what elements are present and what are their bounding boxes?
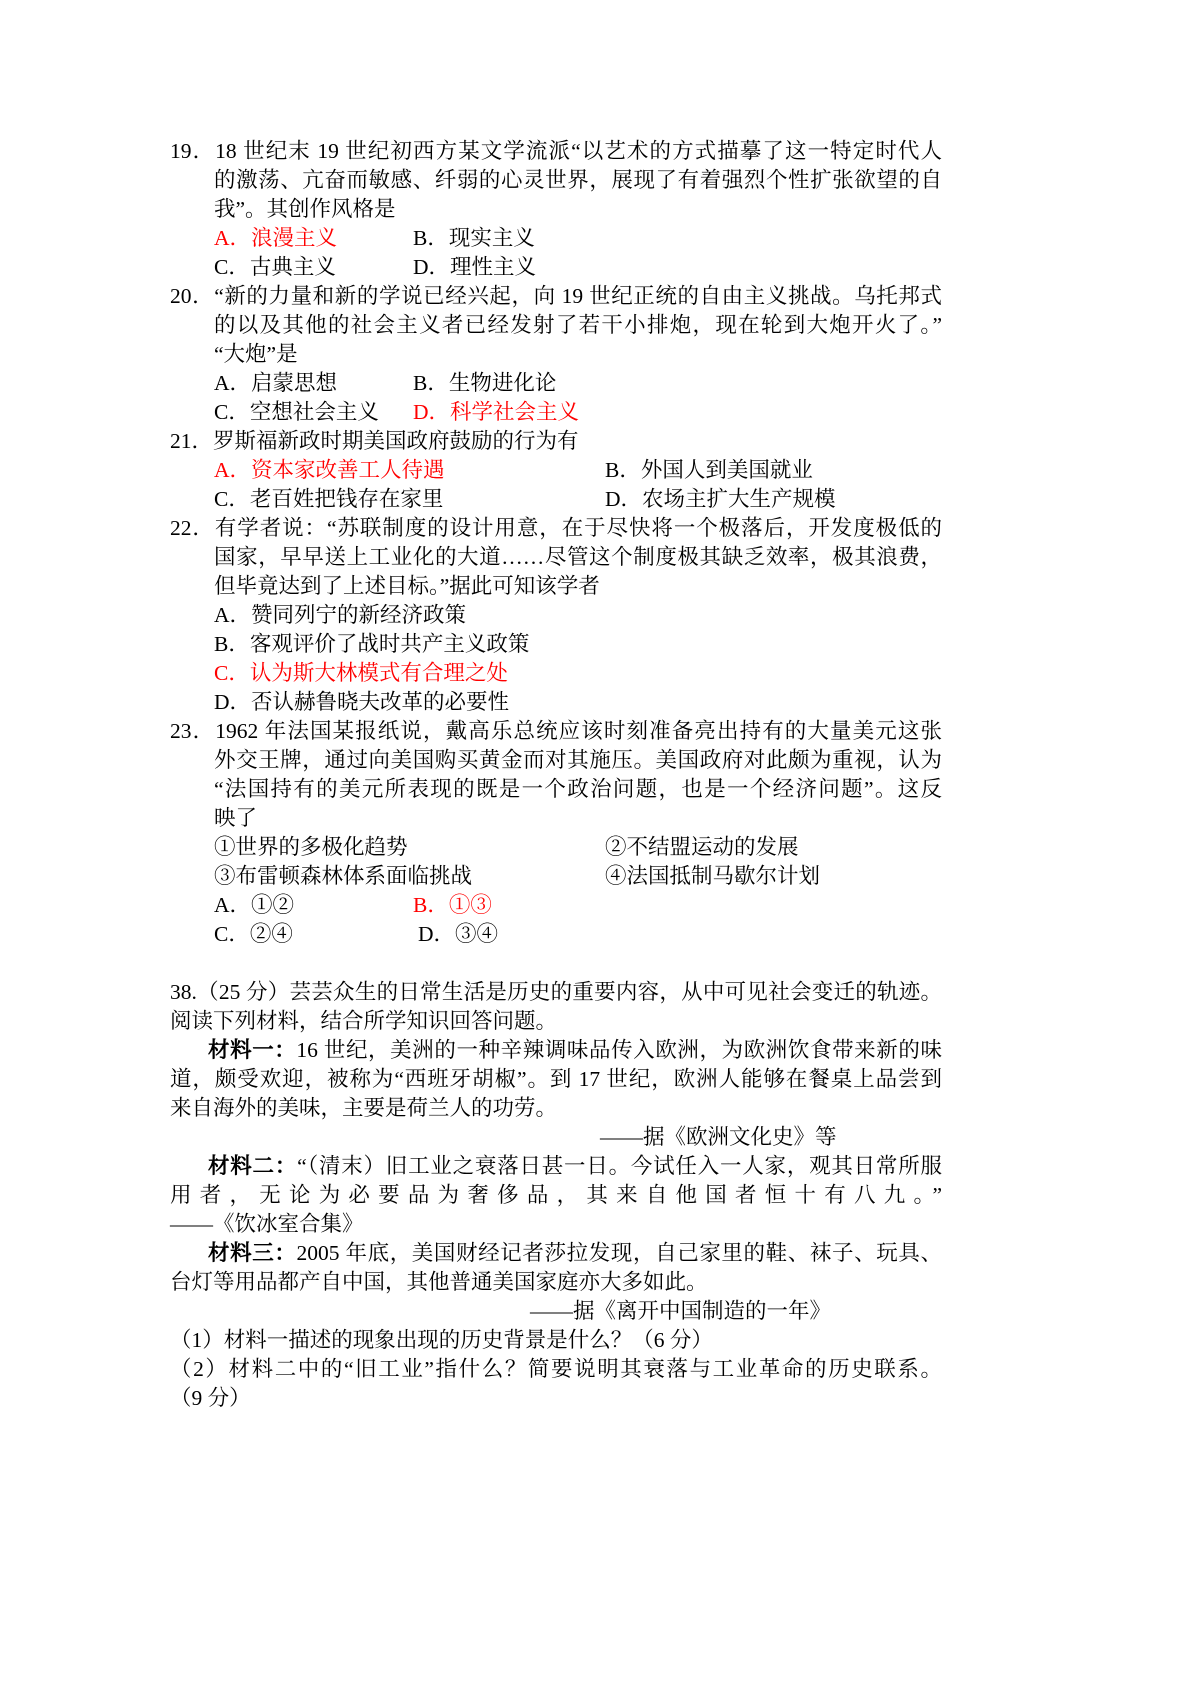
option-c: C．②④ (214, 922, 293, 946)
question-23-line-4: 映了 (214, 806, 258, 830)
question-19-line-1 (170, 137, 942, 166)
question-23-line-3: “法国持有的美元所表现的既是一个政治问题，也是一个经济问题”。这反 (214, 777, 942, 801)
sub-question-2-line-2: （9 分） (170, 1386, 251, 1410)
question-number: 23． (170, 719, 216, 743)
option-row (170, 891, 942, 920)
sub-question-1: （1）材料一描述的现象出现的历史背景是什么？（6 分） (170, 1328, 713, 1352)
option-row (170, 456, 942, 485)
option-b: B．生物进化论 (413, 371, 557, 395)
question-23 (170, 717, 942, 949)
question-20-line-2: 的以及其他的社会主义者已经发射了若干小排炮，现在轮到大炮开火了。” (214, 313, 942, 337)
option-row (170, 369, 942, 398)
option-a-answer: A．资本家改善工人待遇 (214, 458, 445, 482)
question-21 (170, 427, 942, 514)
question-22-line-3: 但毕竟达到了上述目标。”据此可知该学者 (214, 574, 600, 598)
material-text: 16 世纪，美洲的一种辛辣调味品传入欧洲，为欧洲饮食带来新的味 (296, 1038, 942, 1062)
option-b: B．客观评价了战时共产主义政策 (214, 632, 530, 656)
material-1-line-1 (170, 1036, 942, 1065)
option-d: D．③④ (418, 922, 499, 946)
option-d: D．农场主扩大生产规模 (605, 487, 836, 511)
option-row (170, 224, 942, 253)
option-a: A．①② (214, 893, 295, 917)
option-a-answer: A．浪漫主义 (214, 226, 338, 250)
material-text: “（清末）旧工业之衰落日甚一日。今试任入一人家，观其日常所服 (297, 1154, 942, 1178)
statement-4: ④法国抵制马歇尔计划 (605, 864, 821, 888)
option-c-answer: C．认为斯大林模式有合理之处 (214, 661, 508, 685)
question-number: 21． (170, 429, 214, 453)
material-2-source: ——《饮冰室合集》 (170, 1212, 364, 1236)
question-20 (170, 282, 942, 427)
question-22-line-2: 国家，早早送上工业化的大道……尽管这个制度极其缺乏效率，极其浪费， (214, 545, 942, 569)
statement-3: ③布雷顿森林体系面临挑战 (214, 864, 473, 888)
option-d-answer: D．科学社会主义 (413, 400, 580, 424)
question-22 (170, 514, 942, 717)
stem-text: “新的力量和新的学说已经兴起，向 19 世纪正统的自由主义挑战。乌托邦式 (214, 284, 942, 308)
option-a: A．启蒙思想 (214, 371, 338, 395)
question-number: 38. (170, 980, 197, 1004)
stem-text: 芸芸众生的日常生活是历史的重要内容，从中可见社会变迁的轨迹。 (289, 980, 942, 1004)
material-3-label: 材料三： (208, 1241, 297, 1265)
material-1-line-3: 来自海外的美味，主要是荷兰人的功劳。 (170, 1096, 558, 1120)
stem-text: 罗斯福新政时期美国政府鼓励的行为有 (213, 429, 579, 453)
option-row (170, 485, 942, 514)
question-20-line-1 (170, 282, 942, 311)
question-number: 20． (170, 284, 215, 308)
material-2-line-1 (170, 1152, 942, 1181)
option-b: B．外国人到美国就业 (605, 458, 813, 482)
option-row (170, 920, 942, 949)
question-38-line-1 (170, 978, 942, 1007)
material-2-label: 材料二： (208, 1154, 298, 1178)
question-38 (170, 978, 942, 1413)
material-3-source: ——据《离开中国制造的一年》 (530, 1299, 832, 1323)
option-c: C．空想社会主义 (214, 400, 379, 424)
statement-2: ②不结盟运动的发展 (605, 835, 799, 859)
material-1-source: ——据《欧洲文化史》等 (600, 1125, 837, 1149)
option-d: D．否认赫鲁晓夫改革的必要性 (214, 690, 510, 714)
material-2-line-2: 用者，无论为必要品为奢侈品，其来自他国者恒十有八九。” (170, 1183, 942, 1207)
question-19-line-2: 的激荡、亢奋而敏感、纤弱的心灵世界，展现了有着强烈个性扩张欲望的自 (214, 168, 942, 192)
material-1-line-2: 道，颇受欢迎，被称为“西班牙胡椒”。到 17 世纪，欧洲人能够在餐桌上品尝到 (170, 1067, 942, 1091)
option-b-answer: B．①③ (413, 893, 492, 917)
question-20-line-3: “大炮”是 (214, 342, 298, 366)
material-1-label: 材料一： (208, 1038, 297, 1062)
material-text: 2005 年底，美国财经记者莎拉发现，自己家里的鞋、袜子、玩具、 (296, 1241, 942, 1265)
material-3-line-2: 台灯等用品都产自中国，其他普通美国家庭亦大多如此。 (170, 1270, 708, 1294)
option-row (170, 398, 942, 427)
option-row (170, 253, 942, 282)
option-c: C．老百姓把钱存在家里 (214, 487, 444, 511)
question-23-line-2: 外交王牌，通过向美国购买黄金而对其施压。美国政府对此颇为重视，认为 (214, 748, 942, 772)
question-number: 22． (170, 516, 215, 540)
question-22-line-1 (170, 514, 942, 543)
option-d: D．理性主义 (413, 255, 537, 279)
question-38-instruction: 阅读下列材料，结合所学知识回答问题。 (170, 1009, 558, 1033)
option-c: C．古典主义 (214, 255, 336, 279)
option-a: A．赞同列宁的新经济政策 (214, 603, 467, 627)
statement-row (170, 833, 942, 862)
statement-1: ①世界的多极化趋势 (214, 835, 408, 859)
question-19 (170, 137, 942, 282)
statement-row (170, 862, 942, 891)
question-number: 19． (170, 139, 216, 163)
material-3-line-1 (170, 1239, 942, 1268)
question-23-line-1 (170, 717, 942, 746)
document-body (170, 137, 942, 1413)
stem-text: 18 世纪末 19 世纪初西方某文学流派“以艺术的方式描摹了这一特定时代人 (215, 139, 942, 163)
blank-line (170, 949, 942, 978)
sub-question-2-line-1: （2）材料二中的“旧工业”指什么？简要说明其衰落与工业革命的历史联系。 (170, 1357, 942, 1381)
option-b: B．现实主义 (413, 226, 535, 250)
question-19-line-3: 我”。其创作风格是 (214, 197, 396, 221)
question-score: （25 分） (196, 980, 290, 1004)
stem-text: 有学者说：“苏联制度的设计用意，在于尽快将一个极落后，开发度极低的 (214, 516, 942, 540)
stem-text: 1962 年法国某报纸说，戴高乐总统应该时刻准备亮出持有的大量美元这张 (215, 719, 942, 743)
question-21-line-1 (170, 427, 942, 456)
